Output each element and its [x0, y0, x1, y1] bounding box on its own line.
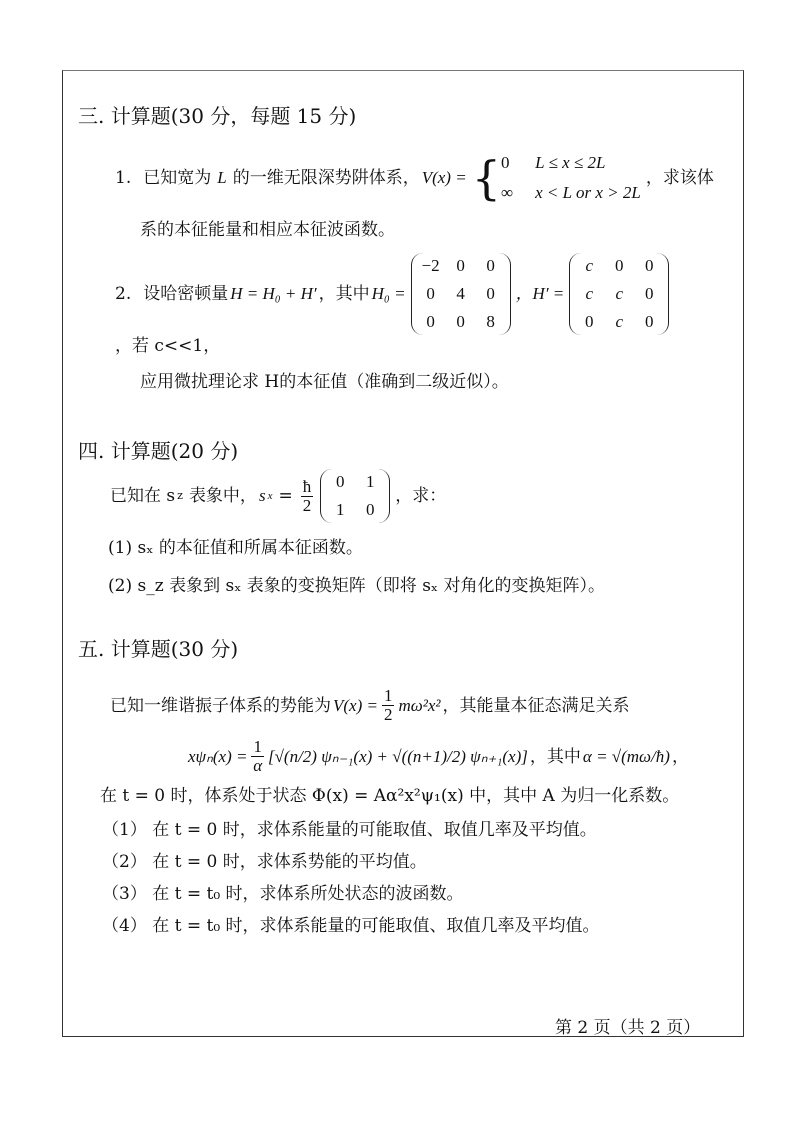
q1-number: 1. — [115, 168, 132, 188]
q1-row — [115, 152, 738, 204]
matrix-cell: 4 — [456, 284, 465, 303]
section-4-title: 四. 计算题(20 分) — [78, 439, 239, 463]
page-number: 第 2 页（共 2 页） — [555, 1018, 701, 1038]
q2-number: 2. — [115, 284, 132, 304]
q1-text-end: ，求该体 — [645, 168, 714, 188]
q1-text-cont: 系的本征能量和相应本征波函数。 — [140, 220, 395, 240]
matrix-cell: 0 — [426, 284, 435, 303]
sec4-part-2: (2) s_z 表象到 sₓ 表象的变换矩阵（即将 sₓ 对角化的变换矩阵）。 — [108, 576, 606, 596]
relation-rhs: [√(n/2) ψₙ₋₁(x) + √((n+1)/2) ψₙ₊₁(x)] — [267, 746, 528, 766]
potential-label: V(x) = — [333, 695, 378, 715]
one-over-alpha — [251, 738, 264, 775]
section-3-title: 三. 计算题(30 分，每题 15 分) — [78, 104, 357, 128]
denominator-two: 2 — [302, 495, 312, 515]
matrix-cell: c — [585, 256, 594, 275]
matrix-cell: 0 — [645, 312, 654, 331]
h0-label: H₀ = — [371, 284, 406, 303]
hprime-label: ，H′ = — [515, 284, 565, 303]
matrix-cell: 1 — [365, 472, 375, 491]
matrix-cell: 1 — [335, 500, 345, 519]
sec4-part-1: (1) sₓ 的本征值和所属本征函数。 — [108, 538, 363, 558]
case2-condition: x < L or x > 2L — [535, 183, 641, 202]
relation-comma: ， — [671, 746, 689, 767]
sx-symbol: s — [258, 486, 266, 505]
hbar: ħ — [302, 476, 312, 496]
q2-row — [115, 253, 738, 357]
sx-matrix — [320, 469, 390, 523]
sec4-intro-text-b: 表象中， — [188, 486, 257, 506]
sx-subscript: x — [267, 490, 273, 502]
q1-text-b: 的一维无限深势阱体系， — [232, 168, 420, 188]
matrix-cell: 0 — [456, 256, 465, 275]
sec5-initial-state: 在 t = 0 时，体系处于状态 Φ(x) = Aα²x²ψ₁(x) 中，其中 A 为归一化系数。 — [100, 786, 680, 806]
one-half — [382, 687, 395, 724]
q1-width-symbol: L — [217, 168, 227, 187]
matrix-cell: c — [615, 312, 624, 331]
sec4-intro-end: ，求： — [395, 486, 447, 506]
sec4-intro-text: 已知在 s — [110, 486, 176, 506]
half-denominator: 2 — [383, 705, 393, 724]
matrix-cell: 0 — [486, 256, 495, 275]
page-content — [78, 104, 738, 937]
q2-text: 设哈密顿量 — [143, 284, 229, 304]
case1-value: 0 — [500, 153, 510, 172]
matrix-cell: 0 — [365, 500, 375, 519]
alpha-numerator: 1 — [253, 737, 262, 756]
relation-text: ，其中 — [529, 746, 581, 767]
hamiltonian-equation: H = H₀ + H′ — [230, 284, 317, 303]
piecewise-potential — [472, 152, 641, 204]
q2-condition: ，若 c<<1， — [115, 336, 221, 356]
matrix-cell: 0 — [615, 256, 624, 275]
hprime-matrix — [569, 253, 669, 335]
matrix-cell: 0 — [456, 312, 465, 331]
matrix-cell: 0 — [426, 312, 435, 331]
matrix-cell: 0 — [486, 284, 495, 303]
sec5-item: （2） 在 t = 0 时，求体系势能的平均值。 — [102, 852, 427, 872]
matrix-cell: −2 — [421, 256, 440, 275]
relation-lhs: xψₙ(x) = — [188, 746, 248, 766]
case2-value: ∞ — [500, 183, 514, 202]
matrix-cell: 0 — [645, 284, 654, 303]
sec5-line1-text-b: ，其能量本征态满足关系 — [442, 695, 630, 716]
half-numerator: 1 — [383, 686, 393, 705]
hbar-over-2 — [301, 478, 314, 515]
matrix-cell: c — [615, 284, 624, 303]
matrix-cell: c — [585, 284, 594, 303]
sec5-line1 — [110, 687, 738, 724]
case1-condition: L ≤ x ≤ 2L — [535, 153, 606, 172]
q2-text-b: ，其中 — [318, 284, 370, 304]
sec5-item: （4） 在 t = t₀ 时，求体系能量的可能取值、取值几率及平均值。 — [102, 916, 600, 936]
potential-label: V(x) = — [421, 168, 467, 187]
h0-matrix — [411, 253, 511, 335]
potential-expression: mω²x² — [398, 695, 441, 715]
matrix-cell: 0 — [645, 256, 654, 275]
q2-text-cont: 应用微扰理论求 H的本征值（准确到二级近似）。 — [140, 372, 509, 392]
alpha-definition: α = √(mω/ħ) — [582, 746, 670, 766]
sec5-relation — [188, 738, 738, 775]
sec5-line1-text: 已知一维谐振子体系的势能为 — [110, 695, 331, 716]
q1-text: 已知宽为 — [143, 168, 212, 188]
matrix-cell: 0 — [335, 472, 345, 491]
matrix-cell: 0 — [585, 312, 594, 331]
sec5-item: （1） 在 t = 0 时，求体系能量的可能取值、取值几率及平均值。 — [102, 820, 597, 840]
matrix-cell: 8 — [486, 312, 495, 331]
sec5-item: （3） 在 t = t₀ 时，求体系所处状态的波函数。 — [102, 884, 464, 904]
sec4-intro: 已知在 s z 表象中， s x = $\frac{ħ}{2}$ 0 1 1 0 ，求： — [110, 469, 738, 523]
section-5-title: 五. 计算题(30 分) — [78, 637, 239, 661]
alpha-denominator: α — [253, 756, 263, 775]
equals-sign: = — [278, 486, 293, 506]
piecewise-brace: { — [471, 151, 501, 205]
